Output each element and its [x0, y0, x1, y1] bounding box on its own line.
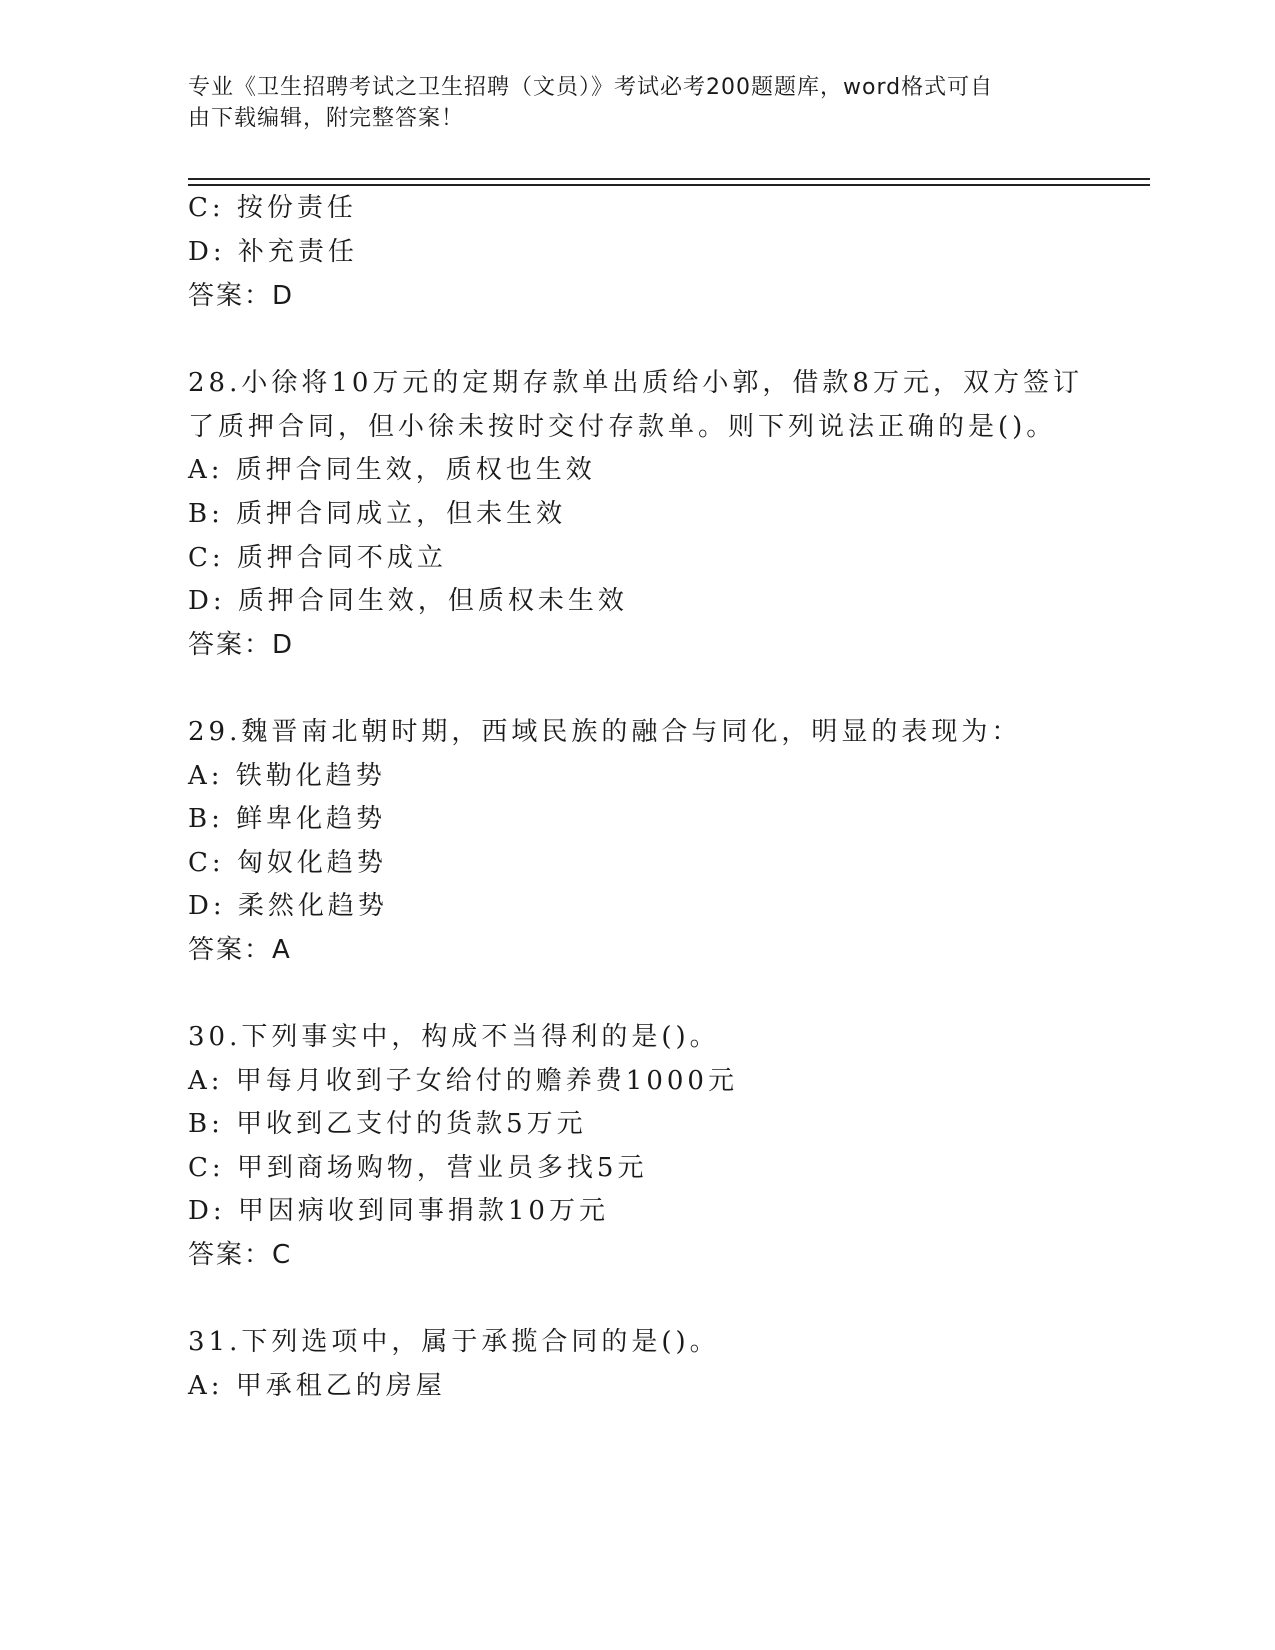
q29-option-d: D: 柔然化趋势	[188, 891, 388, 921]
header-line-2: 由下载编辑，附完整答案！	[188, 106, 465, 131]
q30-option-b: B: 甲收到乙支付的货款5万元	[188, 1109, 587, 1139]
q30-option-c: C: 甲到商场购物，营业员多找5元	[188, 1153, 648, 1183]
header-rule-top	[188, 178, 1150, 180]
q30-answer: 答案：C	[188, 1240, 293, 1270]
q31-stem: 31.下列选项中，属于承揽合同的是()。	[188, 1327, 720, 1357]
q30-stem: 30.下列事实中，构成不当得利的是()。	[188, 1022, 720, 1052]
header-line-1: 专业《卫生招聘考试之卫生招聘（文员）》考试必考200题题库，word格式可自	[188, 75, 994, 100]
q28-stem-line-1: 28.小徐将10万元的定期存款单出质给小郭，借款8万元，双方签订	[188, 368, 1083, 398]
q30-option-d: D: 甲因病收到同事捐款10万元	[188, 1196, 609, 1226]
q28-stem-line-2: 了质押合同，但小徐未按时交付存款单。则下列说法正确的是()。	[188, 412, 1057, 442]
q27-option-c: C: 按份责任	[188, 193, 357, 223]
q29-option-b: B: 鲜卑化趋势	[188, 804, 387, 834]
q29-option-c: C: 匈奴化趋势	[188, 848, 387, 878]
q27-option-d: D: 补充责任	[188, 237, 358, 267]
q27-answer: 答案：D	[188, 281, 295, 311]
q31-option-a: A: 甲承租乙的房屋	[188, 1371, 446, 1401]
q28-option-c: C: 质押合同不成立	[188, 543, 447, 573]
q28-option-d: D: 质押合同生效，但质权未生效	[188, 586, 628, 616]
q30-option-a: A: 甲每月收到子女给付的赡养费1000元	[188, 1066, 738, 1096]
q29-answer: 答案：A	[188, 935, 292, 965]
q29-option-a: A: 铁勒化趋势	[188, 761, 386, 791]
q28-option-b: B: 质押合同成立，但未生效	[188, 499, 567, 529]
document-header	[188, 72, 1088, 134]
header-rule-bottom	[188, 184, 1150, 186]
q29-stem: 29.魏晋南北朝时期，西域民族的融合与同化，明显的表现为：	[188, 717, 1022, 747]
q28-answer: 答案：D	[188, 630, 295, 660]
q28-option-a: A: 质押合同生效，质权也生效	[188, 455, 596, 485]
